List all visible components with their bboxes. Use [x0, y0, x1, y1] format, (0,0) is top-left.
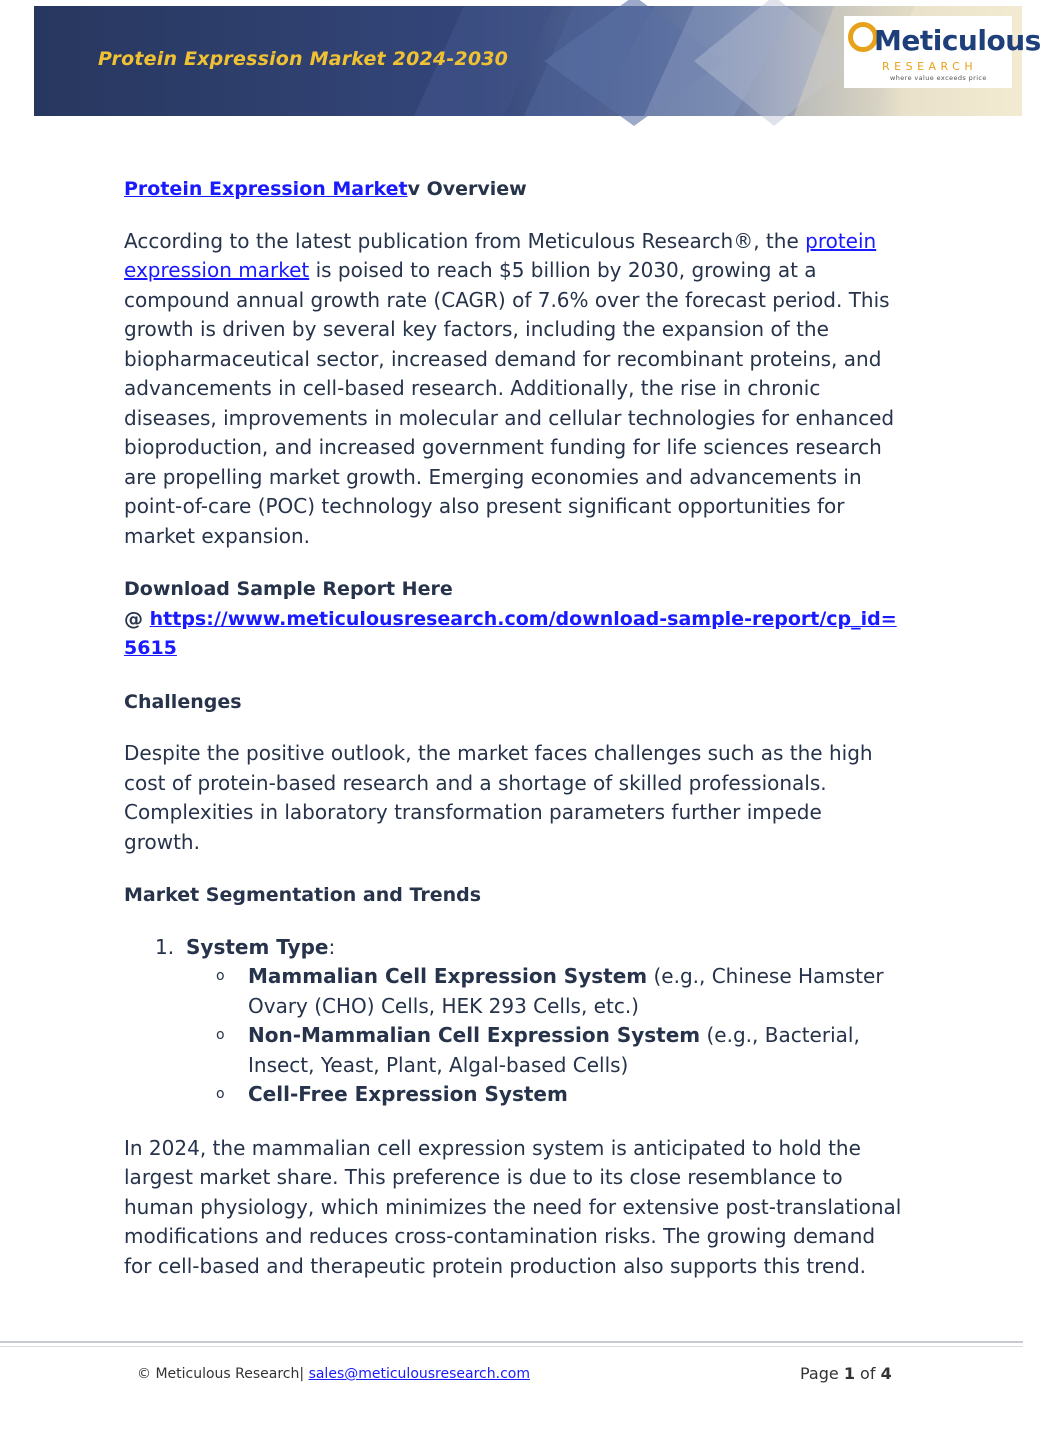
sub2-text: (e.g., Bacterial, Insect, Yeast, Plant, Algal-based Cells)	[248, 1023, 860, 1077]
sub-list-item	[186, 1080, 904, 1110]
sub1-text: (e.g., Chinese Hamster Ovary (CHO) Cells, HEK 293 Cells, etc.)	[248, 964, 884, 1018]
bullet-circle-icon: o	[216, 968, 225, 984]
download-at: @	[124, 607, 150, 630]
list-item	[124, 933, 904, 1110]
download-label: Download Sample Report Here	[124, 578, 453, 600]
header-banner	[34, 6, 1041, 116]
brand-logo	[844, 16, 1041, 88]
system-type-label: System Type	[186, 934, 329, 959]
bullet-circle-icon: o	[216, 1027, 225, 1043]
page-label: Page	[800, 1364, 844, 1383]
footer-divider-thin	[0, 1346, 1023, 1347]
footer-copyright	[137, 1366, 530, 1382]
sub2-label: Non-Mammalian Cell Expression System	[248, 1023, 701, 1047]
challenges-heading: Challenges	[124, 690, 242, 713]
footer-email-link[interactable]: sales@meticulousresearch.com	[308, 1366, 530, 1382]
sub1-label: Mammalian Cell Expression System	[248, 964, 648, 988]
logo-tagline: where value exceeds price	[890, 74, 987, 82]
footer-divider	[0, 1341, 1023, 1343]
overview-paragraph	[124, 227, 904, 552]
sub-list-item	[186, 962, 904, 1021]
sub-list-item	[186, 1021, 904, 1080]
page-indicator	[800, 1364, 892, 1383]
page-current: 1	[843, 1364, 855, 1383]
download-url-line	[124, 605, 904, 664]
logo-sub: RESEARCH	[882, 60, 978, 73]
logo-name: Meticulous	[874, 24, 1041, 57]
overview-text-a: According to the latest publication from Meticulous Research®, the	[124, 228, 806, 253]
segmentation-heading: Market Segmentation and Trends	[124, 884, 482, 906]
trend-paragraph: In 2024, the mammalian cell expression system is anticipated to hold the largest market share. This preference is due to its close resemblance to human physiology, which minimizes the need for extensive post-translational modifications and reduces cross-contamination risks. The growing demand for cell-based and therapeutic protein production also supports this trend.	[124, 1135, 902, 1278]
overview-heading-rest: v Overview	[407, 178, 527, 200]
page-of: of	[854, 1364, 881, 1383]
market-title-link[interactable]: Protein Expression Market	[124, 178, 408, 200]
bullet-circle-icon: o	[216, 1086, 225, 1102]
sub3-label: Cell-Free Expression System	[248, 1082, 568, 1106]
protein-expression-link[interactable]: protein expression market	[124, 228, 877, 282]
system-type-sublist	[186, 962, 904, 1110]
copyright-text: © Meticulous Research|	[137, 1366, 309, 1382]
download-sample-link[interactable]: https://www.meticulousresearch.com/download-sample-report/cp_id=5615	[124, 607, 897, 659]
list-number: 1.	[155, 934, 175, 959]
overview-heading	[124, 175, 904, 205]
overview-text-b: is poised to reach $5 billion by 2030, growing at a compound annual growth rate (CAGR) of 7.6% over the forecast period. This growth is driven by several key factors, including the expansion of the biopharmaceutical sector, increased demand for recombinant proteins, and advancements in cell-based research. Additionally, the rise in chronic diseases, improvements in molecular and cellular technologies for enhanced bioproduction, and increased government funding for life sciences research are propelling market growth. Emerging economies and advancements in point-of-care (POC) technology also present significant opportunities for market expansion.	[124, 258, 895, 548]
page-total: 4	[880, 1364, 892, 1383]
challenges-paragraph: Despite the positive outlook, the market faces challenges such as the high cost of protein-based research and a shortage of skilled professionals. Complexities in laboratory transformation parameters further impede growth.	[124, 741, 873, 854]
banner-title: Protein Expression Market 2024-2030	[98, 48, 509, 70]
segmentation-list	[124, 933, 904, 1110]
system-type-colon: :	[328, 934, 336, 959]
document-body	[124, 175, 904, 1281]
